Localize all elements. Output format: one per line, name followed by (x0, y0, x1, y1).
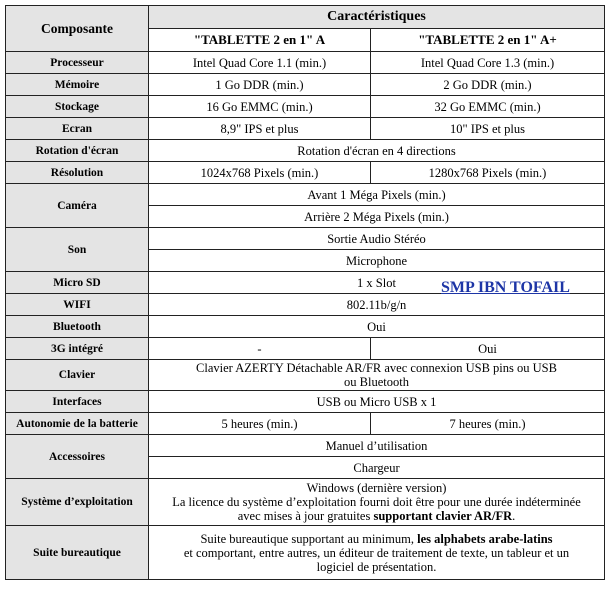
row-label-office: Suite bureautique (6, 526, 149, 580)
resolution-a-plus: 1280x768 Pixels (min.) (371, 162, 605, 184)
row-label-processor: Processeur (6, 52, 149, 74)
keyboard-line1: Clavier AZERTY Détachable AR/FR avec connexion USB pins ou USB (196, 361, 557, 375)
interfaces-value: USB ou Micro USB x 1 (149, 391, 605, 413)
row-label-keyboard: Clavier (6, 360, 149, 391)
os-line1: Windows (dernière version) (306, 481, 447, 495)
os-line3-text: avec mises à jour gratuites (237, 509, 374, 523)
g3-a: - (149, 338, 371, 360)
os-line3-bold: supportant clavier AR/FR (373, 509, 513, 523)
row-label-memory: Mémoire (6, 74, 149, 96)
screen-a-plus: 10" IPS et plus (371, 118, 605, 140)
storage-a-plus: 32 Go EMMC (min.) (371, 96, 605, 118)
office-line1-bold: les alphabets arabe-latins (417, 531, 553, 546)
row-label-accessories: Accessoires (6, 435, 149, 479)
office-value (149, 526, 605, 580)
row-label-sound: Son (6, 228, 149, 272)
battery-a: 5 heures (min.) (149, 413, 371, 435)
os-line3-end: . (512, 509, 516, 523)
row-label-wifi: WIFI (6, 294, 149, 316)
keyboard-line2: ou Bluetooth (344, 375, 409, 389)
microsd-value: 1 x Slot (149, 272, 605, 294)
sound-output: Sortie Audio Stéréo (149, 228, 605, 250)
row-label-resolution: Résolution (6, 162, 149, 184)
office-line1 (153, 532, 600, 546)
os-value (149, 479, 605, 526)
header-component: Composante (6, 6, 149, 52)
header-model-a-plus: "TABLETTE 2 en 1" A+ (371, 29, 605, 52)
row-label-bluetooth: Bluetooth (6, 316, 149, 338)
os-line3 (153, 509, 600, 523)
os-line2: La licence du système d’exploitation fourni doit être pour une durée indéterminée (172, 495, 581, 509)
row-label-storage: Stockage (6, 96, 149, 118)
watermark-smp-ibn-tofail: SMP IBN TOFAIL (441, 279, 570, 296)
memory-a-plus: 2 Go DDR (min.) (371, 74, 605, 96)
sound-microphone: Microphone (149, 250, 605, 272)
rotation-value: Rotation d'écran en 4 directions (149, 140, 605, 162)
battery-a-plus: 7 heures (min.) (371, 413, 605, 435)
storage-a: 16 Go EMMC (min.) (149, 96, 371, 118)
camera-front: Avant 1 Méga Pixels (min.) (149, 184, 605, 206)
row-label-battery: Autonomie de la batterie (6, 413, 149, 435)
row-label-camera: Caméra (6, 184, 149, 228)
office-line1-text: Suite bureautique supportant au minimum, (200, 531, 418, 546)
camera-rear: Arrière 2 Méga Pixels (min.) (149, 206, 605, 228)
processor-a-plus: Intel Quad Core 1.3 (min.) (371, 52, 605, 74)
resolution-a: 1024x768 Pixels (min.) (149, 162, 371, 184)
wifi-value: 802.11b/g/n (149, 294, 605, 316)
row-label-microsd: Micro SD (6, 272, 149, 294)
row-label-screen: Ecran (6, 118, 149, 140)
g3-a-plus: Oui (371, 338, 605, 360)
accessories-charger: Chargeur (149, 457, 605, 479)
header-model-a: "TABLETTE 2 en 1" A (149, 29, 371, 52)
row-label-3g: 3G intégré (6, 338, 149, 360)
processor-a: Intel Quad Core 1.1 (min.) (149, 52, 371, 74)
office-line2: et comportant, entre autres, un éditeur de traitement de texte, un tableur et un (183, 545, 570, 560)
header-characteristics: Caractéristiques (149, 6, 605, 29)
office-line3: logiciel de présentation. (316, 559, 437, 574)
screen-a: 8,9" IPS et plus (149, 118, 371, 140)
keyboard-value (149, 360, 605, 391)
bluetooth-value: Oui (149, 316, 605, 338)
row-label-interfaces: Interfaces (6, 391, 149, 413)
memory-a: 1 Go DDR (min.) (149, 74, 371, 96)
accessories-manual: Manuel d’utilisation (149, 435, 605, 457)
row-label-os: Système d’exploitation (6, 479, 149, 526)
row-label-rotation: Rotation d'écran (6, 140, 149, 162)
